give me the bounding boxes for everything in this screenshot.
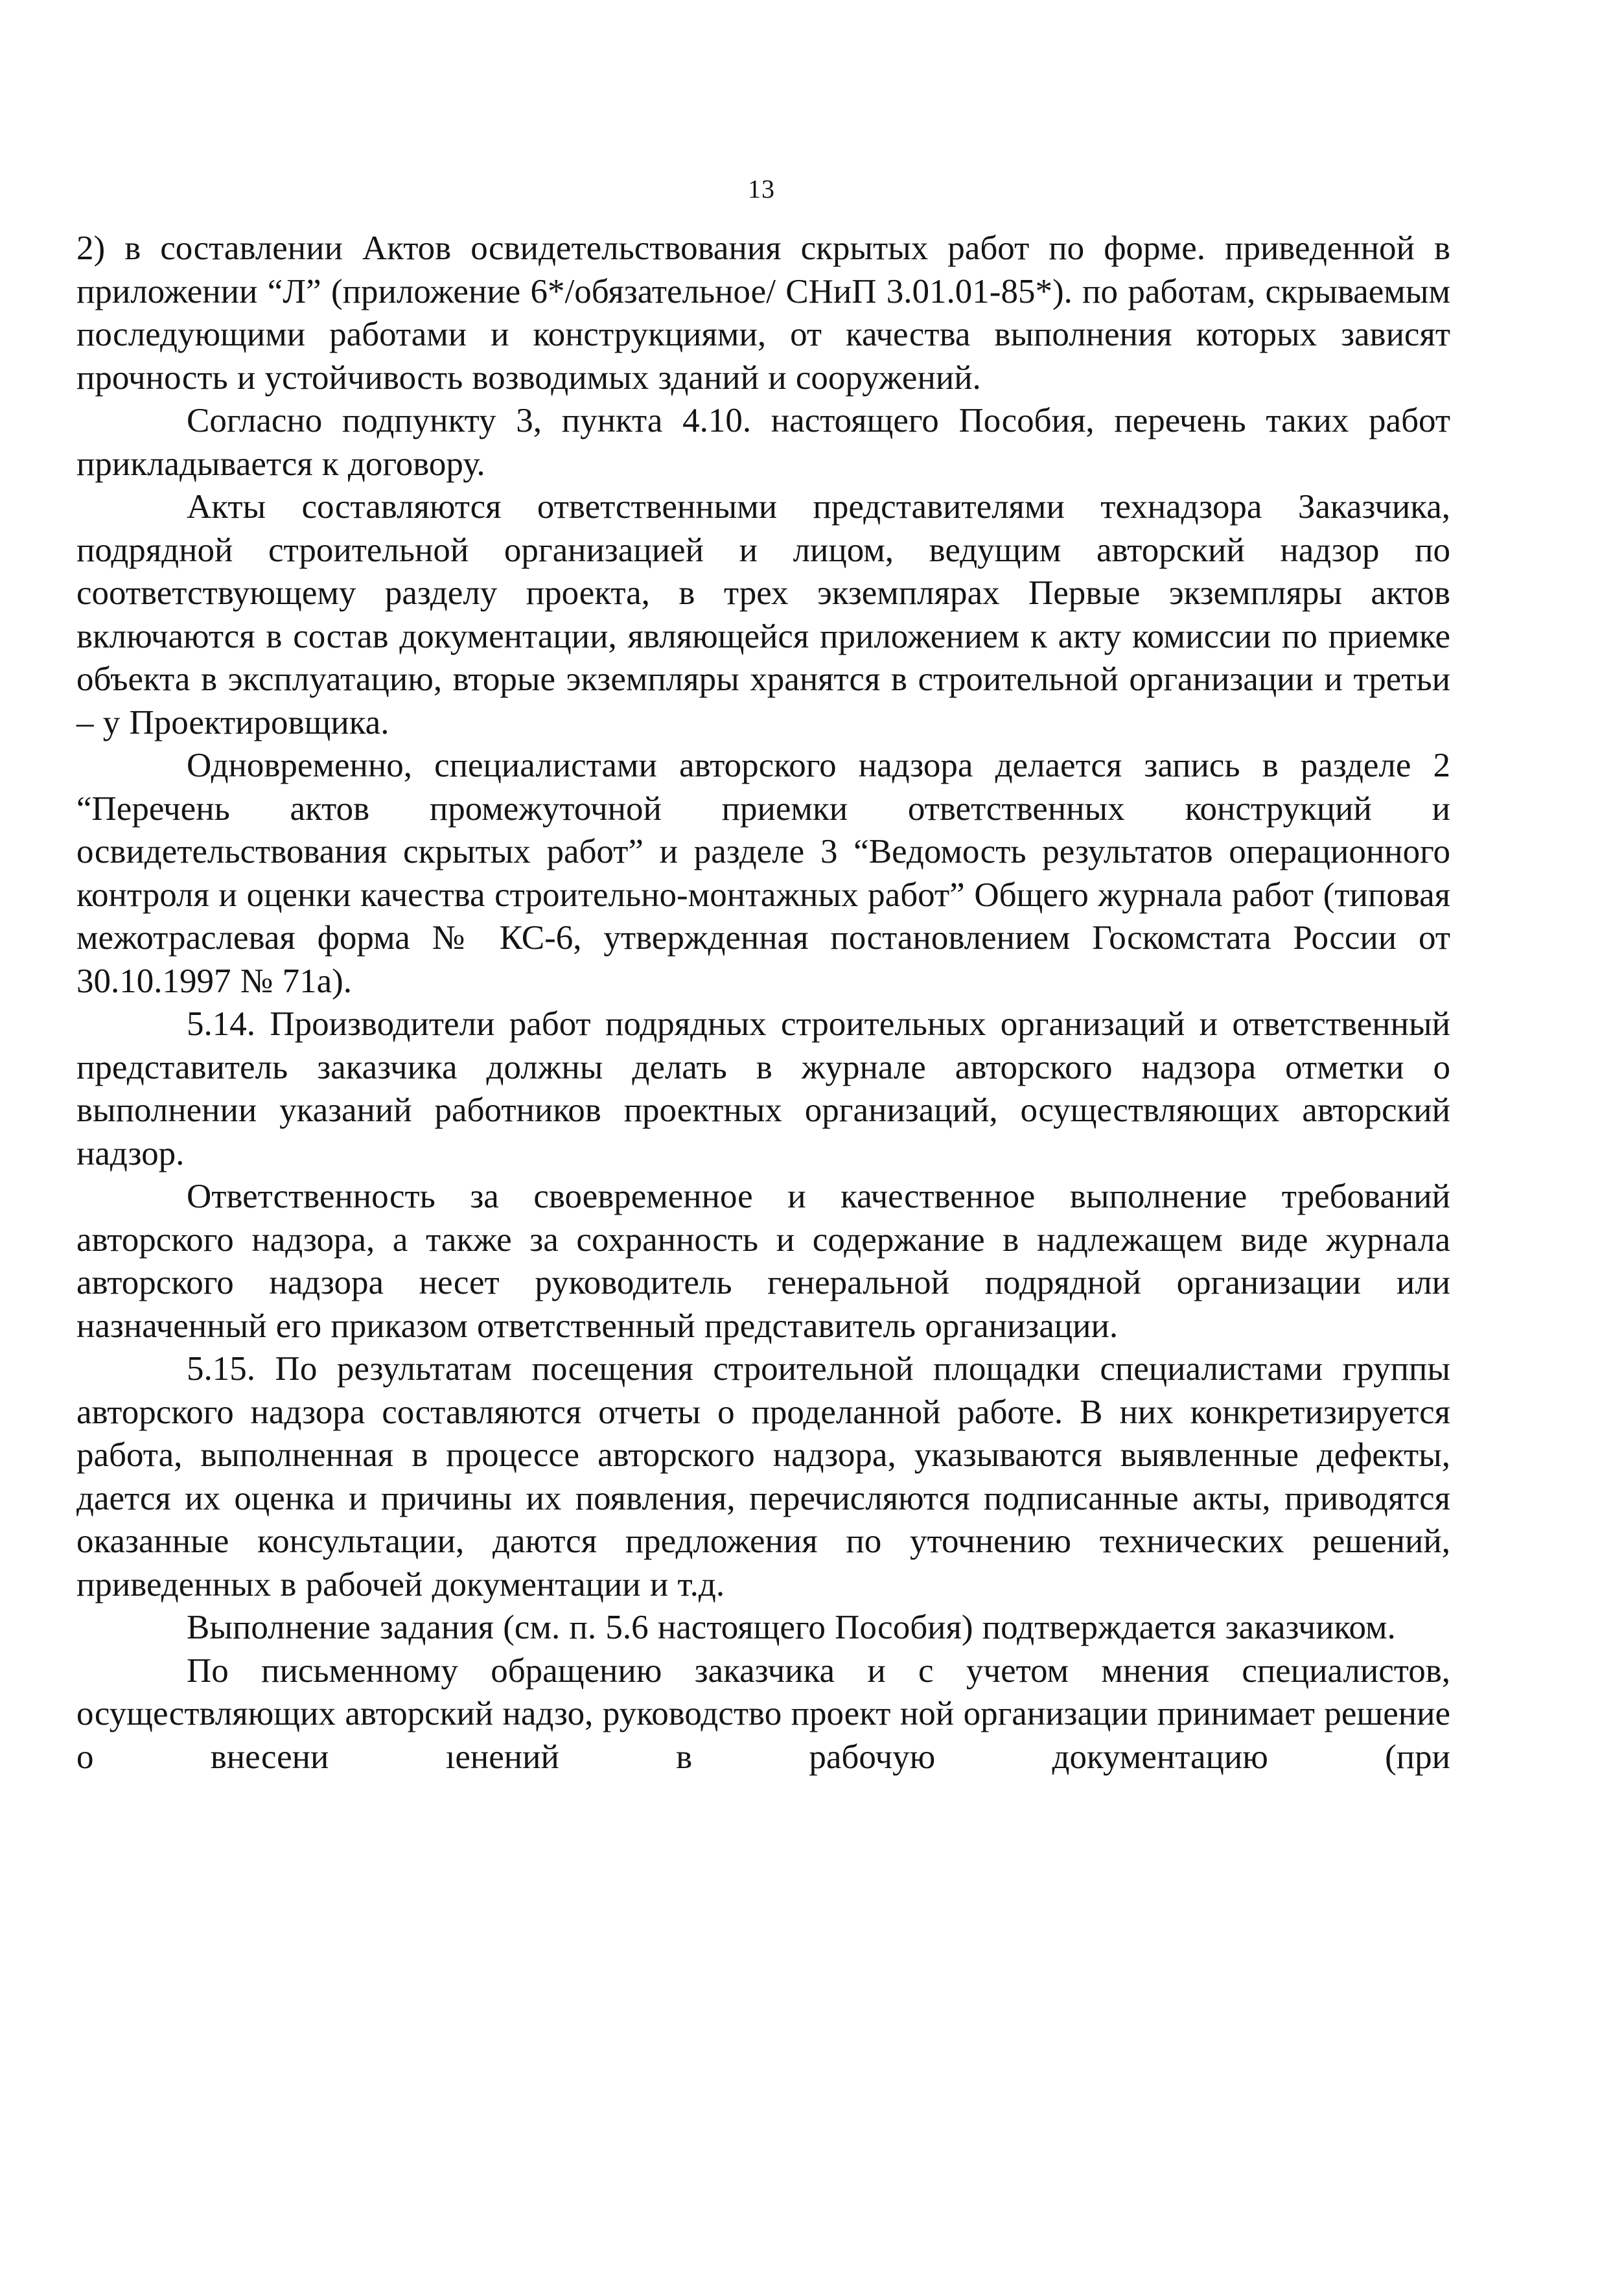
paragraph-task-confirmation: Выполнение задания (см. п. 5.6 настоящего Пособия) подтверждается заказчиком. [187,1609,1396,1646]
paragraph-acts-compilation: Акты составляются ответственными представителями технадзора Заказчика, подрядной строительной организацией и лицом, ведущим авторский надзор по соответствующему разделу проекта, в трех экземплярах Первые экземпляры актов включаются в состав документации, являющейся приложением к акту комиссии по приемке объекта в эксплуатацию, вторые экземпляры хранятся в строительной организации и третьи – у Проектировщика. [76,488,1450,741]
paragraph-written-request: По письменному обращению заказчика и с учетом мнения специалистов, осуществляющих авторский надзо, руководство проект ной организации принимает решение о внесени ıенений в рабочую документацию (при [76,1651,1450,1776]
paragraph-5-15: 5.15. По результатам посещения строительной площадки специалистами группы авторского надзора составляются отчеты о проделанной работе. В них конкретизируется работа, выполненная в процессе авторского надзора, указываются выявленные дефекты, дается их оценка и причины их появления, перечисляются подписанные акты, приводятся оказанные консультации, даются предложения по уточнению технических решений, приведенных в рабочей документации и т.д. [76,1350,1450,1603]
paragraph-responsibility: Ответственность за своевременное и качественное выполнение требований авторского надзора, а также за сохранность и содержание в надлежащем виде журнала авторского надзора несет руководитель генеральной подрядной организации или назначенный его приказом ответственный представитель организации. [76,1178,1450,1345]
paragraph-hidden-works-acts: 2) в составлении Актов освидетельствования скрытых работ по форме. приведенной в приложении “Л” (приложение 6*/обязательное/ СНиП 3.01.01-85*). по работам, скрываемым последующими работами и конструкциями, от качества выполнения которых зависят прочность и устойчивость возводимых зданий и сооружений. [76,229,1450,397]
paragraph-journal-record: Одновременно, специалистами авторского надзора делается запись в разделе 2 “Перечень актов промежуточной приемки ответственных конструкций и освидетельствования скрытых работ” и разделе 3 “Ведомость результатов операционного контроля и оценки качества строительно-монтажных работ” Общего журнала работ (типовая межотраслевая форма № КС-6, утвержденная постановлением Госкомстата России от 30.10.1997 № 71а). [76,747,1450,1000]
paragraph-works-list: Согласно подпункту 3, пункта 4.10. настоящего Пособия, перечень таких работ прикладывается к договору. [76,402,1450,483]
page-number: 13 [748,174,775,204]
document-body [76,227,1450,1778]
paragraph-5-14: 5.14. Производители работ подрядных строительных организаций и ответственный представитель заказчика должны делать в журнале авторского надзора отметки о выполнении указаний работников проектных организаций, осуществляющих авторский надзор. [76,1005,1450,1172]
